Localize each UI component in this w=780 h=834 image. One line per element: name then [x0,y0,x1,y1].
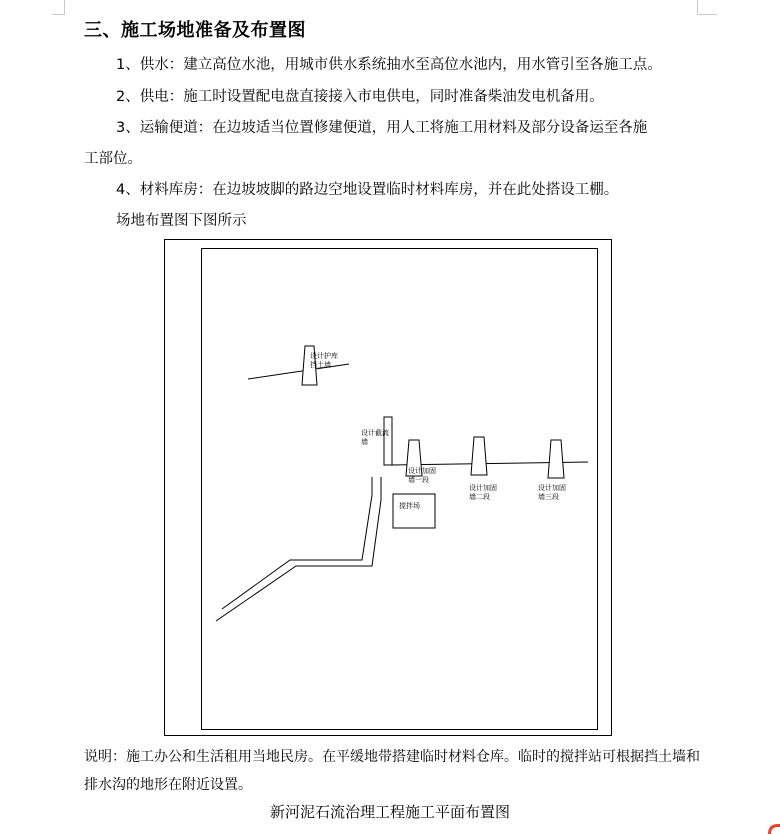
reinforce-seg3-label-line2: 墙三段 [538,493,559,501]
figure-caption: 新河泥石流治理工程施工平面布置图 [270,803,511,821]
paragraph-access-road-cont: 工部位。 [84,151,142,167]
reinforce-seg2-label-line2: 墙二段 [469,493,490,501]
interception-wall-label-line1: 设计截流 [361,429,389,437]
interception-wall-label [361,429,389,447]
mixing-yard-label: 搅拌场 [399,502,420,510]
reinforce-wall-seg3 [548,440,564,478]
paragraph-access-road: 3、运输便道：在边坡适当位置修建便道，用人工将施工用材料及部分设备运至各施 [116,120,648,136]
reinforce-seg2-label [469,484,497,502]
access-road-right [216,477,381,621]
reinforce-seg1-label-line1: 设计加固 [408,467,436,475]
paragraph-water-supply: 1、供水：建立高位水池，用城市供水系统抽水至高位水池内，用水管引至各施工点。 [116,57,662,73]
paragraph-material-storage: 4、材料库房：在边坡坡脚的路边空地设置临时材料库房，并在此处搭设工棚。 [116,182,619,198]
access-road-left [222,477,372,609]
paragraph-figure-intro: 场地布置图下图所示 [116,213,247,229]
paragraph-power-supply: 2、供电：施工时设置配电盘直接接入市电供电，同时准备柴油发电机备用。 [116,89,604,105]
retaining-wall-label [310,352,338,370]
reinforce-wall-seg2 [471,437,487,475]
reinforce-seg3-label-line1: 设计加固 [538,484,566,492]
retaining-wall-label-line2: 挡土墙 [310,361,331,369]
reinforce-seg2-label-line1: 设计加固 [469,484,497,492]
interception-wall-label-line2: 墙 [361,438,368,446]
note-line-1: 说明：施工办公和生活租用当地民房。在平缓地带搭建临时材料仓库。临时的搅拌站可根据挡土墙和 [84,749,700,765]
note-line-2: 排水沟的地形在附近设置。 [84,777,252,793]
section-heading: 三、施工场地准备及布置图 [84,20,306,41]
mixing-yard-box [393,494,435,528]
reinforce-seg3-label [538,484,566,502]
reinforce-seg1-label [408,467,436,485]
app-corner-icon [766,822,780,834]
reinforce-seg1-label-line2: 墙一段 [408,476,429,484]
retaining-wall-label-line1: 设计护库 [310,352,338,360]
